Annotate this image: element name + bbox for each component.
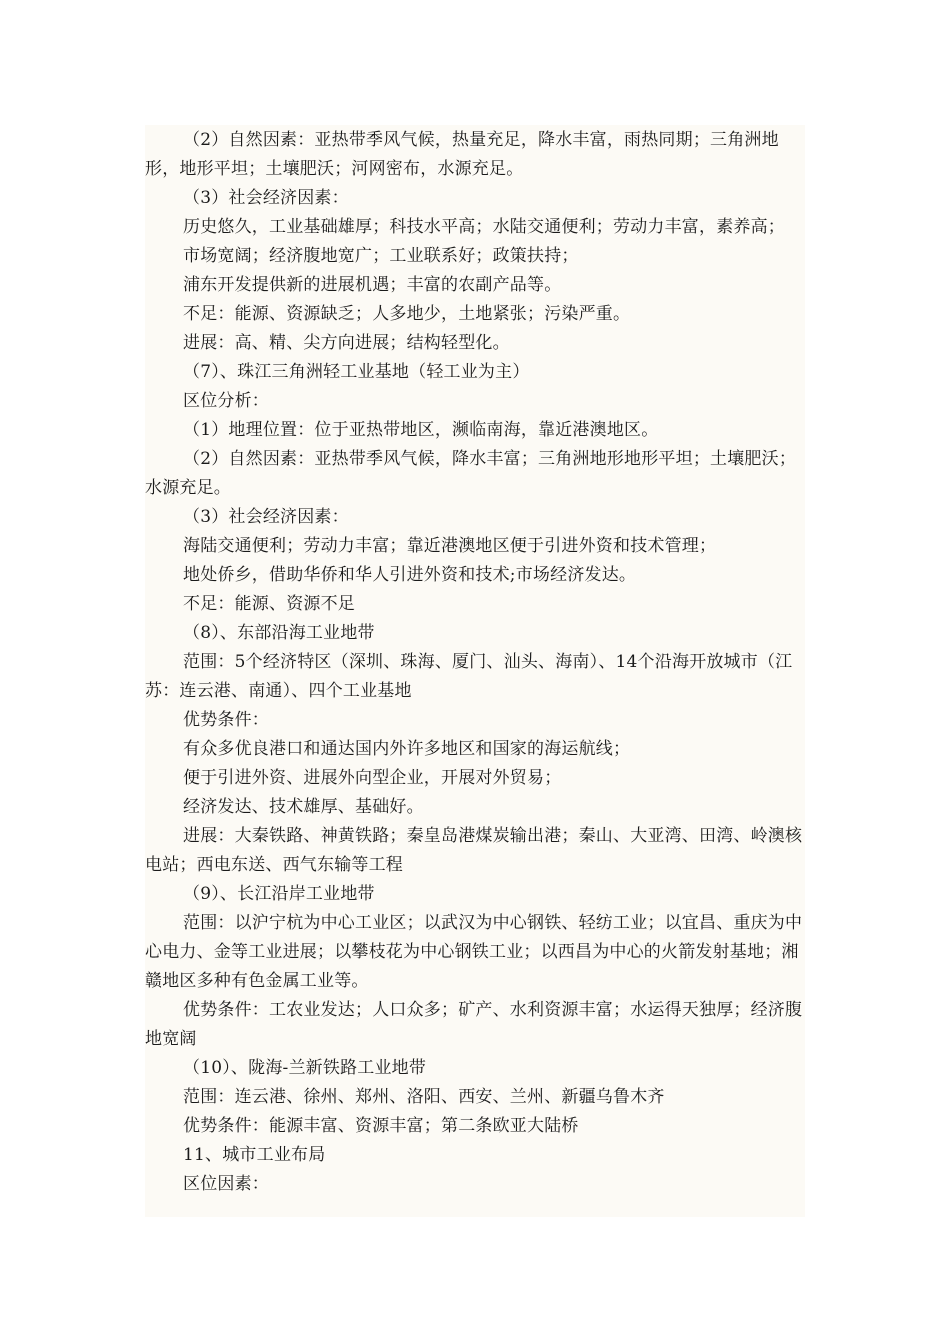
paragraph: 优势条件：能源丰富、资源丰富；第二条欧亚大陆桥 bbox=[183, 1116, 579, 1136]
paragraph: 不足：能源、资源缺乏；人多地少，土地紧张；污染严重。 bbox=[183, 304, 631, 324]
paragraph: 地处侨乡，借助华侨和华人引进外资和技术;市场经济发达。 bbox=[183, 565, 637, 585]
section-heading: （9）、长江沿岸工业地带 bbox=[183, 884, 375, 904]
paragraph: （3）社会经济因素： bbox=[183, 188, 349, 208]
paragraph: 经济发达、技术雄厚、基础好。 bbox=[183, 797, 424, 817]
paragraph: 范围：连云港、徐州、郑州、洛阳、西安、兰州、新疆乌鲁木齐 bbox=[183, 1087, 665, 1107]
section-heading: （7）、珠江三角洲轻工业基地（轻工业为主） bbox=[183, 362, 530, 382]
paragraph: （3）社会经济因素： bbox=[183, 507, 349, 527]
paragraph: 海陆交通便利；劳动力丰富；靠近港澳地区便于引进外资和技术管理； bbox=[183, 536, 717, 556]
paragraph: （1）地理位置：位于亚热带地区，濒临南海，靠近港澳地区。 bbox=[183, 420, 659, 440]
paragraph: （2）自然因素：亚热带季风气候，热量充足，降水丰富，雨热同期；三角洲地形，地形平坦；土壤肥沃；河网密布，水源充足。 bbox=[145, 130, 779, 179]
section-heading: 11、城市工业布局 bbox=[183, 1145, 326, 1165]
paragraph: 有众多优良港口和通达国内外许多地区和国家的海运航线； bbox=[183, 739, 631, 759]
paragraph: 区位分析： bbox=[183, 391, 269, 411]
paragraph: 优势条件：工农业发达；人口众多；矿产、水利资源丰富；水运得天独厚；经济腹地宽阔 bbox=[145, 1000, 803, 1049]
paragraph: 范围：以沪宁杭为中心工业区；以武汉为中心钢铁、轻纺工业；以宜昌、重庆为中心电力、金等工业进展；以攀枝花为中心钢铁工业；以西昌为中心的火箭发射基地；湘赣地区多种有色金属工业等。 bbox=[145, 913, 803, 991]
paragraph: 浦东开发提供新的进展机遇；丰富的农副产品等。 bbox=[183, 275, 562, 295]
paragraph: 历史悠久，工业基础雄厚；科技水平高；水陆交通便利；劳动力丰富，素养高； bbox=[183, 217, 785, 237]
paragraph: 进展：大秦铁路、神黄铁路；秦皇岛港煤炭输出港；秦山、大亚湾、田湾、岭澳核电站；西电东送、西气东输等工程 bbox=[145, 826, 803, 875]
paragraph: 市场宽阔；经济腹地宽广；工业联系好；政策扶持； bbox=[183, 246, 579, 266]
paragraph: 区位因素： bbox=[183, 1174, 269, 1194]
document-text-block bbox=[145, 125, 805, 1217]
paragraph: （2）自然因素：亚热带季风气候，降水丰富；三角洲地形地形平坦；土壤肥沃；水源充足。 bbox=[145, 449, 797, 498]
section-heading: （10）、陇海-兰新铁路工业地带 bbox=[183, 1058, 427, 1078]
section-heading: （8）、东部沿海工业地带 bbox=[183, 623, 375, 643]
paragraph: 便于引进外资、进展外向型企业，开展对外贸易； bbox=[183, 768, 562, 788]
paragraph: 进展：高、精、尖方向进展；结构轻型化。 bbox=[183, 333, 510, 353]
paragraph: 不足：能源、资源不足 bbox=[183, 594, 355, 614]
paragraph: 优势条件： bbox=[183, 710, 269, 730]
paragraph: 范围：5个经济特区（深圳、珠海、厦门、汕头、海南）、14个沿海开放城市（江苏：连云港、南通）、四个工业基地 bbox=[145, 652, 793, 701]
